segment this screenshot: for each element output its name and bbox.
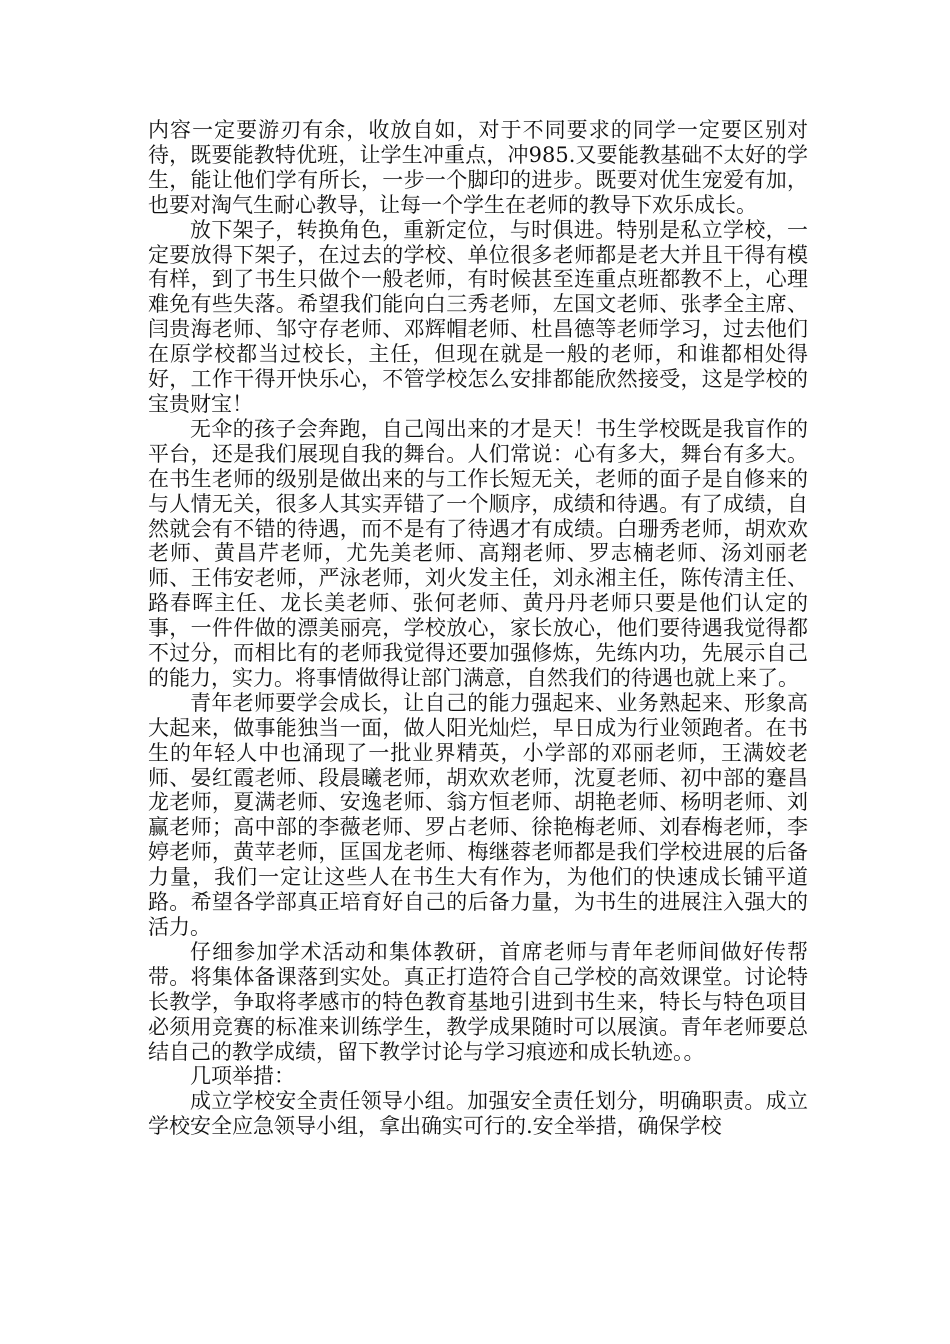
paragraph: 几项举措： xyxy=(190,1064,295,1089)
paragraph: 无伞的孩子会奔跑，自己闯出来的才是天！书生学校既是我盲作的平台，还是我们展现自我的舞台。人们常说：心有多大，舞台有多大。在书生老师的级别是做出来的与工作长短无关，老师的面子是自修来的与人情无关，很多人其实弄错了一个顺序，成绩和待遇。有了成绩，自然就会有不错的待遇，而不是有了待遇才有成绩。白珊秀老师，胡欢欢老师、黄昌芹老师，尤先美老师、高翔老师、罗志楠老师、汤刘丽老师、王伟安老师，严泳老师，刘火发主任，刘永湘主任，陈传清主任、路春晖主任、龙长美老师、张何老师、黄丹丹老师只要是他们认定的事，一件件做的漂美丽亮，学校放心，家长放心，他们要待遇我觉得都不过分，而相比有的老师我觉得还要加强修炼，先练内功，先展示自己的能力，实力。将事情做得让部门满意，自然我们的待遇也就上来了。 xyxy=(148,416,808,690)
document-body xyxy=(148,118,808,1139)
paragraph: 内容一定要游刃有余，收放自如，对于不同要求的同学一定要区别对待，既要能教特优班，让学生冲重点，冲985.又要能教基础不太好的学生，能让他们学有所长，一步一个脚印的进步。既要对优生宠爱有加，也要对淘气生耐心教导，让每一个学生在老师的教导下欢乐成长。 xyxy=(148,118,808,217)
paragraph: 放下架子，转换角色，重新定位，与时俱进。特别是私立学校，一定要放得下架子，在过去的学校、单位很多老师都是老大并且干得有模有样，到了书生只做个一般老师，有时候甚至连重点班都教不上，心理难免有些失落。希望我们能向白三秀老师，左国文老师、张孝全主席、闫贵海老师、邹守存老师、邓辉帽老师、杜昌德等老师学习，过去他们在原学校都当过校长，主任，但现在就是一般的老师，和谁都相处得好，工作干得开快乐心，不管学校怎么安排都能欣然接受，这是学校的宝贵财宝！ xyxy=(148,217,808,416)
paragraph: 青年老师要学会成长，让自己的能力强起来、业务熟起来、形象高大起来，做事能独当一面，做人阳光灿烂，早日成为行业领跑者。在书生的年轻人中也涌现了一批业界精英，小学部的邓丽老师，王满姣老师、晏红霞老师、段晨曦老师，胡欢欢老师，沈夏老师、初中部的蹇昌龙老师，夏满老师、安逸老师、翁方恒老师、胡艳老师、杨明老师、刘赢老师；高中部的李薇老师、罗占老师、徐艳梅老师、刘春梅老师，李婷老师，黄苹老师，匡国龙老师、梅继蓉老师都是我们学校进展的后备力量，我们一定让这些人在书生大有作为，为他们的快速成长铺平道路。希望各学部真正培育好自己的后备力量，为书生的进展注入强大的活力。 xyxy=(148,690,808,939)
paragraph: 成立学校安全责任领导小组。加强安全责任划分，明确职责。成立学校安全应急领导小组，拿出确实可行的.安全举措，确保学校 xyxy=(148,1089,808,1139)
paragraph: 仔细参加学术活动和集体教研，首席老师与青年老师间做好传帮带。将集体备课落到实处。真正打造符合自己学校的高效课堂。讨论特长教学，争取将孝感市的特色教育基地引进到书生来，特长与特色项目必须用竞赛的标准来训练学生，教学成果随时可以展演。青年老师要总结自己的教学成绩，留下教学讨论与学习痕迹和成长轨迹。。 xyxy=(148,939,808,1064)
